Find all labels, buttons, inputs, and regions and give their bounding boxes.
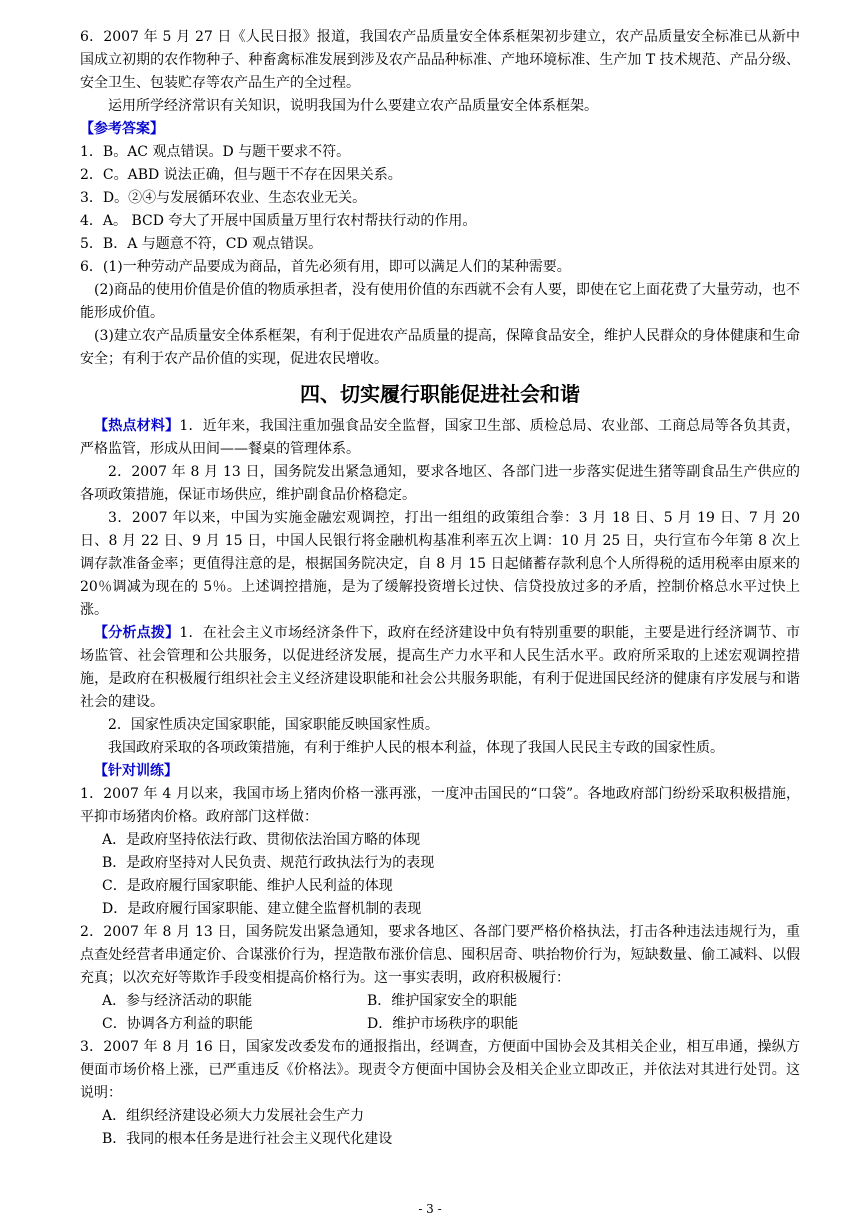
t1-stem: 1．2007 年 4 月以来，我国市场上猪肉价格一涨再涨，一度冲击国民的“口袋”。各地政府部门纷纷采取积极措施，平抑市场猪肉价格。政府部门这样做：: [80, 786, 800, 825]
t1-option-c: C．是政府履行国家职能、维护人民利益的体现: [102, 878, 393, 894]
answer-1: 1．B。AC 观点错误。D 与题干要求不符。: [80, 144, 351, 160]
t2-option-b: B．维护国家安全的职能: [367, 993, 518, 1009]
answer-4: 4．A。 BCD 夸大了开展中国质量万里行农村帮扶行动的作用。: [80, 213, 477, 229]
t3-option-a: A．组织经济建设必须大力发展社会生产力: [102, 1108, 365, 1124]
answer-3: 3．D。②④与发展循环农业、生态农业无关。: [80, 190, 367, 206]
t3-stem: 3．2007 年 8 月 16 日，国家发改委发布的通报指出，经调查，方便面中国协会及其相关企业，相互串通，操纵方便面市场价格上涨，已严重违反《价格法》。现责令方便面中国协会及相关企业立即改正，并依法对其进行处罚。这说明：: [80, 1039, 800, 1101]
analysis-1: [80, 622, 800, 714]
hot-material-1: [80, 415, 800, 461]
t2-options-row-2: [80, 1013, 800, 1036]
answer-tag: 【参考答案】: [80, 121, 164, 137]
section-title: 四、切实履行职能促进社会和谐: [300, 382, 580, 406]
hot-material-3: 3．2007 年以来，中国为实施金融宏观调控，打出一组组的政策组合拳：3 月 18 日、5 月 19 日、7 月 20 日、8 月 22 日、9 月 15 日，中国人民银行将金融机构基准利率五次上调：10 月 25 日，央行宣布今年第 8 次上调存款准备金率；更值得注意的是，根据国务院决定，自 8 月 15 日起储蓄存款利息个人所得税的适用税率由原来的 20％调减为现在的 5％。上述调控措施，是为了缓解投资增长过快、信贷投放过多的矛盾，控制价格总水平过快上涨。: [80, 510, 800, 618]
train-tag: 【针对训练】: [94, 763, 178, 779]
hot-material-2: 2．2007 年 8 月 13 日，国务院发出紧急通知，要求各地区、各部门进一步落实促进生猪等副食品生产供应的各项政策措施，保证市场供应，维护副食品价格稳定。: [80, 464, 800, 503]
analysis-3: 我国政府采取的各项政策措施，有利于维护人民的根本利益，体现了我国人民民主专政的国家性质。: [108, 740, 724, 756]
q6-question: 运用所学经济常识有关知识，说明我国为什么要建立农产品质量安全体系框架。: [108, 98, 598, 114]
training-heading: [80, 760, 800, 783]
analysis-2: 2．国家性质决定国家职能，国家职能反映国家性质。: [108, 717, 439, 733]
t2-options-row-1: [80, 990, 800, 1013]
answer-6-2: (2)商品的使用价值是价值的物质承担者，没有使用价值的东西就不会有人要，即使在它上面花费了大量劳动，也不能形成价值。: [80, 282, 800, 321]
t1-option-d: D．是政府履行国家职能、建立健全监督机制的表现: [102, 901, 422, 917]
hot-1-text: 1．近年来，我国注重加强食品安全监督，国家卫生部、质检总局、农业部、工商总局等各负其责，严格监管，形成从田间——餐桌的管理体系。: [80, 418, 800, 457]
t2-option-d: D．维护市场秩序的职能: [367, 1016, 519, 1032]
hot-tag: 【热点材料】: [94, 418, 180, 434]
answer-5: 5．B．A 与题意不符，CD 观点错误。: [80, 236, 323, 252]
answer-2: 2．C。ABD 说法正确，但与题干不存在因果关系。: [80, 167, 402, 183]
t1-option-a: A．是政府坚持依法行政、贯彻依法治国方略的体现: [102, 832, 421, 848]
analysis-tag: 【分析点拨】: [94, 625, 180, 641]
t1-option-b: B．是政府坚持对人民负责、规范行政执法行为的表现: [102, 855, 435, 871]
page-number: - 3 -: [418, 1202, 442, 1216]
answer-6-3: (3)建立农产品质量安全体系框架，有利于促进农产品质量的提高，保障食品安全，维护人民群众的身体健康和生命安全；有利于农产品价值的实现，促进农民增收。: [80, 328, 800, 367]
t2-stem: 2．2007 年 8 月 13 日，国务院发出紧急通知，要求各地区、各部门要严格价格执法，打击各种违法违规行为，重点查处经营者串通定价、合谋涨价行为，捏造散布涨价信息、囤积居奇、哄抬物价行为，短缺数量、偷工减料、以假充真；以次充好等欺诈手段变相提高价格行为。这一事实表明，政府积极履行：: [80, 924, 800, 986]
answer-heading: [80, 118, 800, 141]
analysis-1-text: 1．在社会主义市场经济条件下，政府在经济建设中负有特别重要的职能，主要是进行经济调节、市场监管、社会管理和公共服务，以促进经济发展，提高生产力水平和人民生活水平。政府所采取的上述宏观调控措施，是政府在积极履行组织社会主义经济建设职能和社会公共服务职能，有利于促进国民经济的健康有序发展与和谐社会的建设。: [80, 625, 800, 710]
q6-intro: 6．2007 年 5 月 27 日《人民日报》报道，我国农产品质量安全体系框架初步建立，农产品质量安全标准已从新中国成立初期的农作物种子、种畜禽标准发展到涉及农产品品种标准、产地环境标准、生产加 T 技术规范、产品分级、安全卫生、包装贮存等农产品生产的全过程。: [80, 29, 800, 91]
answer-6-1: 6．(1)一种劳动产品要成为商品，首先必须有用，即可以满足人们的某种需要。: [80, 259, 571, 275]
t2-option-c: C．协调各方利益的职能: [102, 1016, 253, 1032]
t3-option-b: B．我同的根本任务是进行社会主义现代化建设: [102, 1131, 393, 1147]
t2-option-a: A．参与经济活动的职能: [102, 993, 253, 1009]
